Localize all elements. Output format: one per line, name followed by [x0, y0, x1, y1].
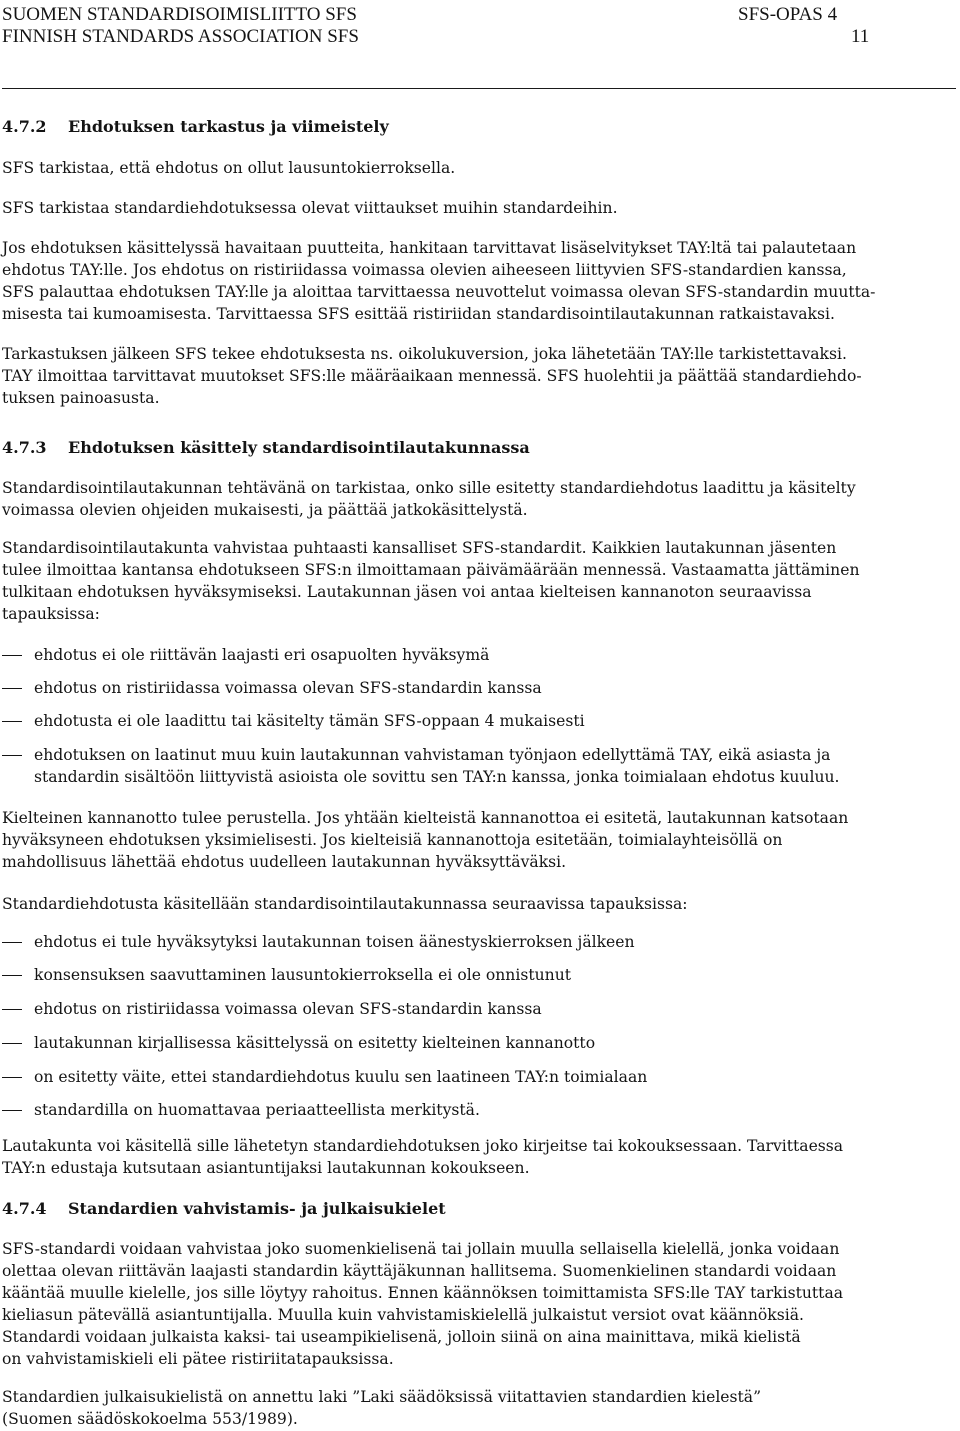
section-number: 4.7.2: [2, 117, 47, 136]
paragraph-line: tulkitaan ehdotuksen hyväksymiseksi. Lautakunnan jäsen voi antaa kielteisen kannanoton seuraavissa: [2, 583, 812, 601]
dash-bullet: [2, 755, 22, 756]
section-heading-4-7-4: [2, 1198, 446, 1220]
dash-bullet: [2, 1110, 22, 1111]
paragraph-line: SFS palauttaa ehdotuksen TAY:lle ja aloittaa tarvittaessa neuvottelut voimassa olevan SFS-standardin muutta-: [2, 283, 876, 301]
list-item-text: ehdotusta ei ole laadittu tai käsitelty tämän SFS-oppaan 4 mukaisesti: [34, 712, 585, 730]
header-org-fi: SUOMEN STANDARDISOIMISLIITTO SFS: [2, 4, 357, 25]
paragraph-line: Standardi voidaan julkaista kaksi- tai useampikielisenä, jolloin siinä on aina mainittava, mikä kielistä: [2, 1328, 801, 1346]
header-doc-id: SFS-OPAS 4: [738, 4, 838, 25]
list-item-text: ehdotus on ristiriidassa voimassa olevan SFS-standardin kanssa: [34, 679, 542, 697]
paragraph-line: Tarkastuksen jälkeen SFS tekee ehdotuksesta ns. oikolukuversion, joka lähetetään TAY:lle tarkistettavaksi.: [2, 345, 847, 363]
list-item-text: standardilla on huomattavaa periaatteellista merkitystä.: [34, 1101, 480, 1119]
section-heading-4-7-3: [2, 437, 530, 459]
list-item-text: lautakunnan kirjallisessa käsittelyssä on esitetty kielteinen kannanotto: [34, 1034, 596, 1052]
section-title: Ehdotuksen käsittely standardisointilautakunnassa: [68, 438, 530, 457]
dash-bullet: [2, 688, 22, 689]
paragraph-line: ehdotus TAY:lle. Jos ehdotus on ristiriidassa voimassa olevien aiheeseen liittyvien SFS-standardien kanssa,: [2, 261, 847, 279]
paragraph-line: hyväksyneen ehdotuksen yksimielisesti. Jos kielteisiä kannanottoja esitetään, toimialayhteisöllä on: [2, 831, 783, 849]
list-item-text: on esitetty väite, ettei standardiehdotus kuulu sen laatineen TAY:n toimialaan: [34, 1068, 648, 1086]
paragraph-line: kääntää muulle kielelle, jos sille löytyy rahoitus. Ennen käännöksen toimittamista SFS:lle TAY tarkistuttaa: [2, 1284, 844, 1302]
list-item-text: standardin sisältöön liittyvistä asioista ole sovittu sen TAY:n kanssa, jonka toimialaan ehdotus kuuluu.: [34, 768, 840, 786]
header-org-en: FINNISH STANDARDS ASSOCIATION SFS: [2, 26, 359, 47]
paragraph-line: SFS tarkistaa standardiehdotuksessa olevat viittaukset muihin standardeihin.: [2, 199, 618, 217]
page-number: 11: [851, 26, 870, 47]
paragraph-line: TAY:n edustaja kutsutaan asiantuntijaksi lautakunnan kokoukseen.: [2, 1159, 530, 1177]
section-number: 4.7.4: [2, 1199, 47, 1218]
paragraph-line: Lautakunta voi käsitellä sille lähetetyn standardiehdotuksen joko kirjeitse tai kokouksessaan. Tarvittaessa: [2, 1137, 844, 1155]
dash-bullet: [2, 1077, 22, 1078]
paragraph-line: Standardien julkaisukielistä on annettu laki ”Laki säädöksissä viitattavien standardien kielestä”: [2, 1388, 762, 1406]
paragraph-line: tapauksissa:: [2, 605, 100, 623]
section-number: 4.7.3: [2, 438, 47, 457]
section-title: Ehdotuksen tarkastus ja viimeistely: [68, 117, 389, 136]
list-item-text: ehdotus ei tule hyväksytyksi lautakunnan toisen äänestyskierroksen jälkeen: [34, 933, 635, 951]
dash-bullet: [2, 655, 22, 656]
paragraph-line: (Suomen säädöskokoelma 553/1989).: [2, 1410, 298, 1428]
dash-bullet: [2, 975, 22, 976]
list-item-text: konsensuksen saavuttaminen lausuntokierroksella ei ole onnistunut: [34, 966, 572, 984]
paragraph-line: TAY ilmoittaa tarvittavat muutokset SFS:lle määräaikaan mennessä. SFS huolehtii ja päättää standardiehdo-: [2, 367, 862, 385]
list-item-text: ehdotuksen on laatinut muu kuin lautakunnan vahvistaman työnjaon edellyttämä TAY, eikä asiasta ja: [34, 746, 831, 764]
paragraph-line: Standardisointilautakunnan tehtävänä on tarkistaa, onko sille esitetty standardiehdotus laadittu ja käsitelty: [2, 479, 856, 497]
paragraph-line: Jos ehdotuksen käsittelyssä havaitaan puutteita, hankitaan tarvittavat lisäselvitykset TAY:ltä tai palautetaan: [2, 239, 857, 257]
paragraph-line: Standardiehdotusta käsitellään standardisointilautakunnassa seuraavissa tapauksissa:: [2, 895, 688, 913]
dash-bullet: [2, 721, 22, 722]
paragraph-line: misesta tai kumoamisesta. Tarvittaessa SFS esittää ristiriidan standardisointilautakunnan ratkaistavaksi.: [2, 305, 835, 323]
paragraph-line: SFS tarkistaa, että ehdotus on ollut lausuntokierroksella.: [2, 159, 456, 177]
paragraph-line: Standardisointilautakunta vahvistaa puhtaasti kansalliset SFS-standardit. Kaikkien lautakunnan jäsenten: [2, 539, 837, 557]
paragraph-line: on vahvistamiskieli eli pätee ristiriitatapauksissa.: [2, 1350, 394, 1368]
paragraph-line: Kielteinen kannanotto tulee perustella. Jos yhtään kielteistä kannanottoa ei esitetä, lautakunnan katsotaan: [2, 809, 849, 827]
paragraph-line: olettaa olevan riittävän laajasti standardin käyttäjäkunnan hallitsema. Suomenkielinen standardi voidaan: [2, 1262, 837, 1280]
dash-bullet: [2, 1043, 22, 1044]
section-heading-4-7-2: [2, 116, 389, 138]
list-item-text: ehdotus on ristiriidassa voimassa olevan SFS-standardin kanssa: [34, 1000, 542, 1018]
paragraph-line: mahdollisuus lähettää ehdotus uudelleen lautakunnan hyväksyttäväksi.: [2, 853, 567, 871]
paragraph-line: tuksen painoasusta.: [2, 389, 160, 407]
paragraph-line: kieliasun pätevällä asiantuntijalla. Muulla kuin vahvistamiskielellä julkaistut versiot ovat käännöksiä.: [2, 1306, 804, 1324]
paragraph-line: SFS-standardi voidaan vahvistaa joko suomenkielisenä tai jollain muulla sellaisella kielellä, jonka voidaan: [2, 1240, 840, 1258]
paragraph-line: tulee ilmoittaa kantansa ehdotukseen SFS:n ilmoittamaan päivämäärään mennessä. Vastaamatta jättäminen: [2, 561, 860, 579]
paragraph-line: voimassa olevien ohjeiden mukaisesti, ja päättää jatkokäsittelystä.: [2, 501, 528, 519]
list-item-text: ehdotus ei ole riittävän laajasti eri osapuolten hyväksymä: [34, 646, 490, 664]
header-divider: [2, 88, 956, 89]
dash-bullet: [2, 942, 22, 943]
section-title: Standardien vahvistamis- ja julkaisukielet: [68, 1199, 446, 1218]
dash-bullet: [2, 1009, 22, 1010]
